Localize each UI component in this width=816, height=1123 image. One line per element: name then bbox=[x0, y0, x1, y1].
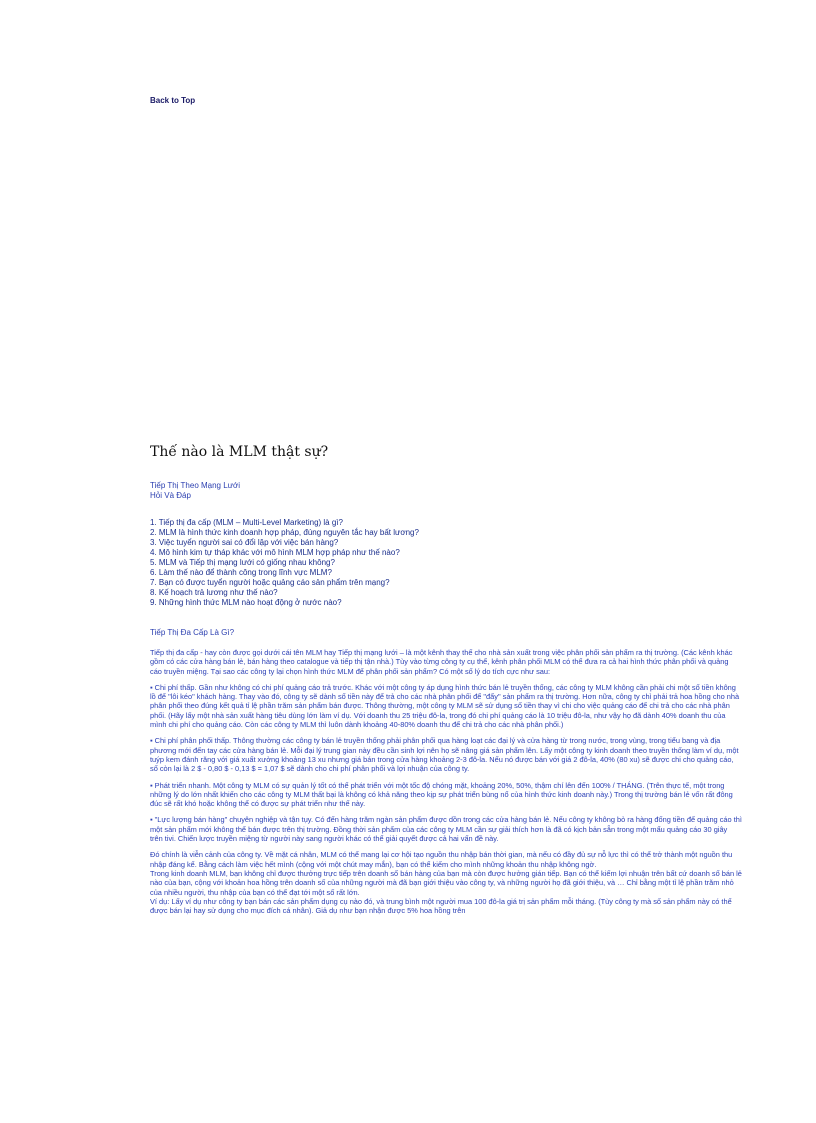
paragraph: Trong kinh doanh MLM, bạn không chỉ được thưởng trực tiếp trên doanh số bán hàng của bạn mà còn được hưởng gián tiếp. Bạn có thể kiếm lợi nhuận trên bất cứ doanh số bán lẻ nào của bạn, cộng với khoản hoa hồng trên doanh số của những người mà đã bạn giới thiệu vào công ty, và những người họ đã giới thiệu, và … Chỉ bằng một tỉ lệ phần trăm nhỏ của nhiều người, thu nhập của bạn có thể đạt tới một số rất lớn. bbox=[150, 868, 742, 897]
toc-item[interactable]: 3. Việc tuyển người sai có đổi lập với việc bán hàng? bbox=[150, 538, 339, 547]
article-meta bbox=[150, 481, 240, 501]
paragraph: ▪ Phát triển nhanh. Một công ty MLM có sự quản lý tốt có thể phát triển với một tốc độ chóng mặt, khoảng 20%, 50%, thậm chí lên đến 100% / THÁNG. (Trên thực tế, một trong những lý do lớn nhất khiến cho các công ty MLM thất bại là không có khả năng theo kịp sự phát triển bùng nổ của hình thức kinh doanh này.) Trong thị trường bán lẻ vốn rất đông đúc sẽ rất khó hoặc không thể có được sự phát triển như thế này. bbox=[150, 780, 733, 809]
paragraph: Ví dụ: Lấy ví dụ như công ty bạn bán các sản phẩm dụng cụ nào đó, và trung bình một người mua 100 đô-la giá trị sản phẩm mỗi tháng. (Tùy công ty mà số sản phẩm này có thể được bán lại hay sử dụng cho mục đích cá nhân). Giả dụ như bạn nhận được 5% hoa hồng trên bbox=[150, 896, 732, 916]
paragraph: ▪ Chi phí thấp. Gần như không có chi phí quảng cáo trả trước. Khác với một công ty áp dụng hình thức bán lẻ truyền thống, các công ty MLM không cần phải chi một số tiền không lồ để "lôi kéo" khách hàng. Thay vào đó, công ty sẽ dành số tiền này để trả cho các nhà phân phối để "đẩy" sản phẩm ra thị trường. Hơn nữa, công ty chỉ phải trả hoa hồng cho nhà phân phối theo đúng kết quả tỉ lệ phần trăm sản phẩm bán được. Thông thường, một công ty MLM sẽ sử dụng số tiền thay vì chi cho việc quảng cáo để chi trả cho các nhà phân phối. (Hãy lấy một nhà sản xuất hàng tiêu dùng lớn làm ví dụ. Với doanh thu 25 triệu đô-la, trong đó chi phí quảng cáo là 10 triệu đô-la, như vậy họ đã dành 40% doanh thu của mình chi phí cho quảng cáo. Còn các công ty MLM thì luôn dành khoảng 40-80% doanh thu để chi trả cho các nhà phân phối.) bbox=[150, 682, 740, 730]
paragraph: ▪ Chi phí phân phối thấp. Thông thường các công ty bán lẻ truyền thống phải phân phối qua hàng loạt các đại lý và cửa hàng từ trong nước, trong vùng, trong tiểu bang và địa phương mới đến tay các cửa hàng bán lẻ. Mỗi đại lý trung gian này đều cần sinh lợi nên họ sẽ nâng giá sản phẩm lên. Lấy một công ty kinh doanh theo truyền thống làm ví dụ, một tuýp kem đánh răng với giá xuất xưởng khoảng 13 xu nhưng giá bán trong cửa hàng khoảng 2-3 đô-la. Nếu nó được bán với giá 2 đô-la, 40% (80 xu) sẽ được chi cho quảng cáo, số còn lại là 2 $ - 0,80 $ - 0,13 $ = 1,07 $ sẽ dành cho chi phí phân phối và lợi nhuận của công ty. bbox=[150, 736, 739, 774]
subcategory-link[interactable]: Hỏi Và Đáp bbox=[150, 491, 191, 500]
section-heading: Tiếp Thị Đa Cấp Là Gì? bbox=[150, 628, 235, 637]
toc-item[interactable]: 5. MLM và Tiếp thị mạng lưới có giống nhau không? bbox=[150, 558, 335, 567]
table-of-contents bbox=[150, 518, 419, 608]
toc-item[interactable]: 6. Làm thế nào để thành công trong lĩnh vực MLM? bbox=[150, 568, 332, 577]
article-title: Thế nào là MLM thật sự? bbox=[150, 444, 329, 460]
toc-item[interactable]: 8. Kế hoạch trả lương như thế nào? bbox=[150, 588, 278, 597]
back-to-top-link[interactable]: Back to Top bbox=[150, 96, 196, 105]
toc-item[interactable]: 4. Mô hình kim tự tháp khác với mô hình MLM hợp pháp như thế nào? bbox=[150, 548, 400, 557]
paragraph: Tiếp thị đa cấp - hay còn được gọi dưới cái tên MLM hay Tiếp thị mạng lưới – là một kênh thay thế cho nhà sản xuất trong việc phân phối sản phẩm ra thị trường. (Các kênh khác gồm có các cửa hàng bán lẻ, bán hàng theo catalogue và tiếp thị tận nhà.) Tùy vào từng công ty cụ thể, kênh phân phối MLM có thể đưa ra cả hai hình thức phân phối và quảng cáo truyền miệng. Tại sao các công ty lại chọn hình thức MLM để phân phối sản phẩm? Có một số lý do tích cực như sau: bbox=[150, 648, 733, 676]
paragraph: Đó chính là viễn cảnh của công ty. Về mặt cá nhân, MLM có thể mang lại cơ hội tạo nguồn thu nhập bán thời gian, mà nếu có đầy đủ sự nỗ lực thì có thể trở thành một nguồn thu nhập đáng kể. Bằng cách làm việc hết mình (cộng với một chút may mắn), bạn có thể kiếm cho mình những khoản thu nhập không ngờ. bbox=[150, 850, 733, 869]
toc-item[interactable]: 7. Bạn có được tuyển người hoặc quảng cáo sản phẩm trên mạng? bbox=[150, 578, 390, 587]
paragraph: ▪ "Lực lượng bán hàng" chuyên nghiệp và tận tụy. Có đến hàng trăm ngàn sản phẩm được dồn trong các cửa hàng bán lẻ. Nếu công ty không bỏ ra hàng đống tiền để quảng cáo thì một sản phẩm mới không thể bán được trên thị trường. Đồng thời sản phẩm của các công ty MLM cần sự giải thích hơn là đã có kịch bản sẵn trong một mẩu quảng cáo 30 giây trên tivi. Chiến lược truyền miệng từ người này sang người khác có thể giải quyết được cả hai vấn đề này. bbox=[150, 815, 742, 844]
toc-item[interactable]: 2. MLM là hình thức kinh doanh hợp pháp, đúng nguyên tắc hay bất lương? bbox=[150, 528, 419, 537]
article-body bbox=[150, 648, 742, 915]
toc-item[interactable]: 1. Tiếp thị đa cấp (MLM – Multi-Level Marketing) là gì? bbox=[150, 518, 343, 527]
toc-item[interactable]: 9. Những hình thức MLM nào hoạt động ở nước nào? bbox=[150, 598, 342, 607]
category-link[interactable]: Tiếp Thị Theo Mạng Lưới bbox=[150, 481, 241, 490]
